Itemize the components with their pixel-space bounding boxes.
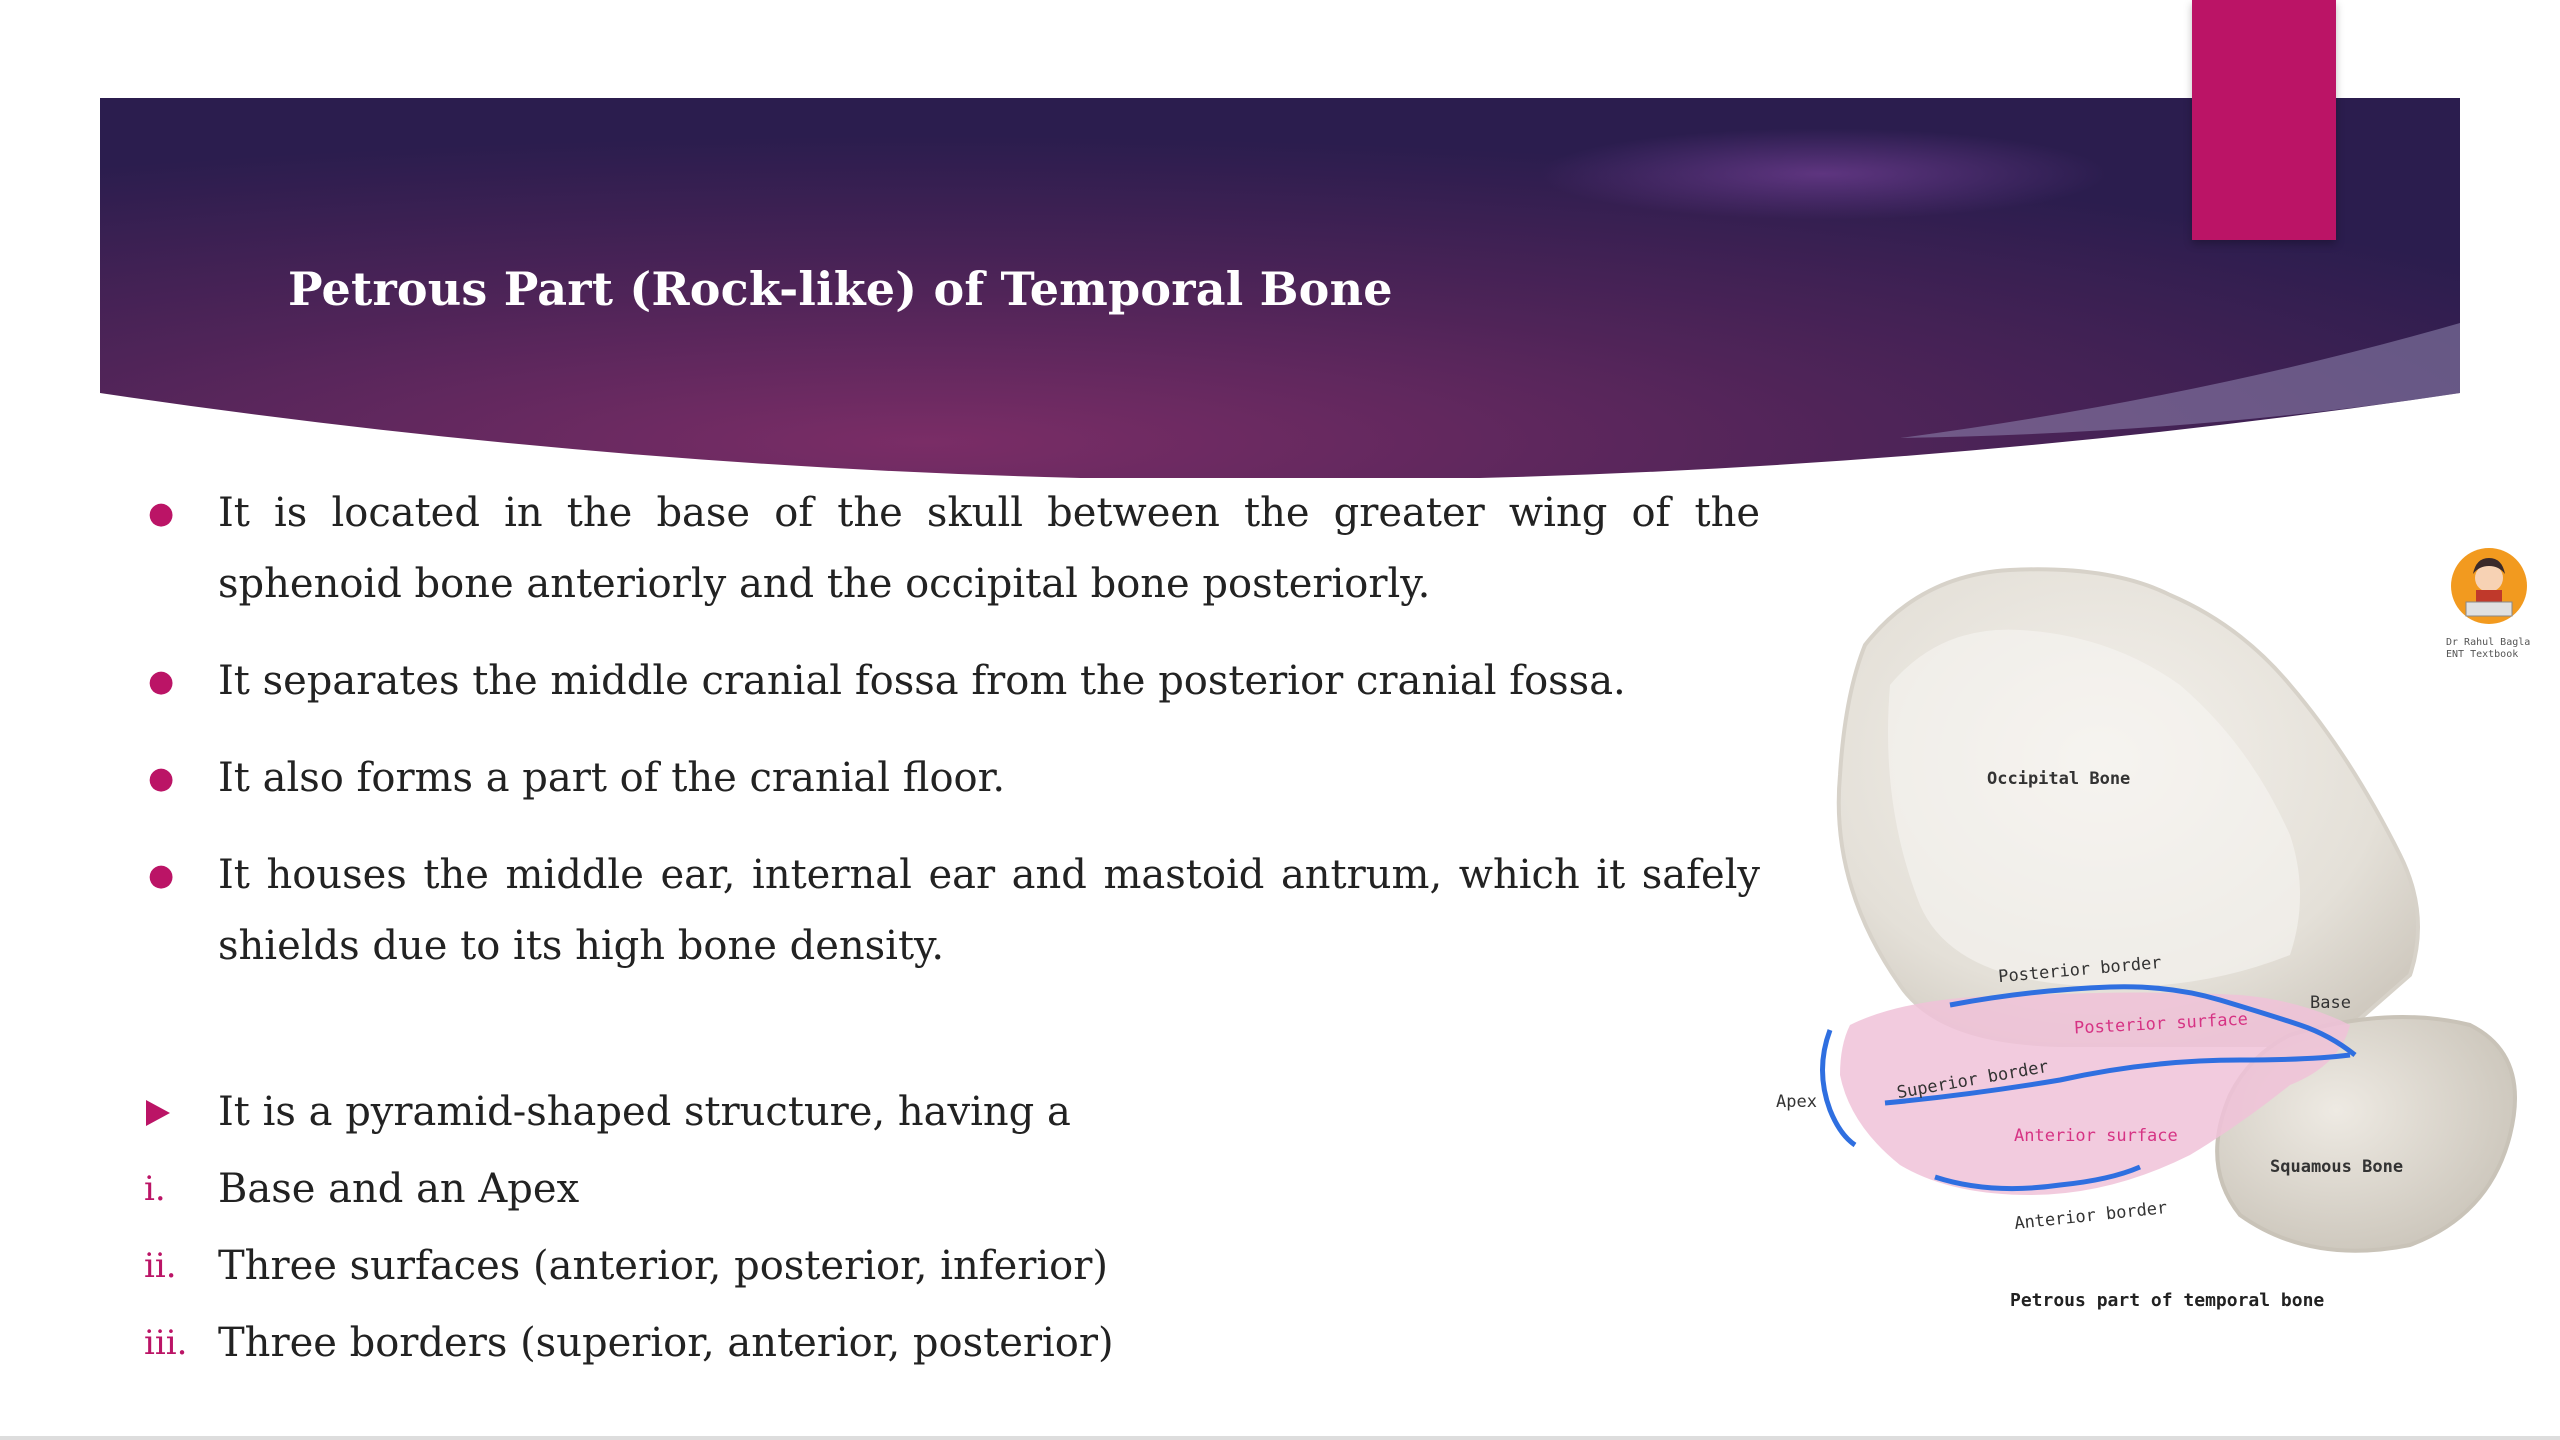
numbered-text: Base and an Apex [218,1166,580,1212]
doctor-logo-icon [2444,544,2534,634]
intro-item [140,1082,1760,1142]
label-posterior-surface: Posterior surface [2073,1009,2249,1039]
list-marker: iii. [144,1323,188,1363]
arrow-bullet-icon [146,1100,170,1126]
bullet-text: It also forms a part of the cranial floor. [218,755,1006,801]
label-anterior-border: Anterior border [2013,1198,2169,1234]
bullet-item [140,478,1760,620]
bullet-item [140,743,1760,814]
numbered-text: Three surfaces (anterior, posterior, inferior) [218,1243,1108,1289]
slide-title: Petrous Part (Rock-like) of Temporal Bone [288,262,1393,316]
numbered-item [140,1313,1760,1373]
numbered-item [140,1159,1760,1219]
list-marker: ii. [144,1246,177,1286]
label-posterior-border: Posterior border [1997,952,2163,988]
bullet-item [140,840,1760,982]
numbered-text: Three borders (superior, anterior, posterior) [218,1320,1114,1366]
figure-caption: Petrous part of temporal bone [2010,1290,2325,1311]
slide-content [140,478,1760,1390]
label-apex: Apex [1776,1092,1817,1112]
label-base: Base [2310,993,2351,1013]
bullet-text: It is located in the base of the skull between the greater wing of the sphenoid bone anteriorly and the occipital bone posteriorly. [218,490,1760,607]
bullet-dot-icon: ● [148,858,175,893]
bullet-item [140,646,1760,717]
watermark-text: Dr Rahul Bagla ENT Textbook [2446,637,2531,660]
bullet-dot-icon: ● [148,664,175,699]
label-anterior-surface: Anterior surface [2014,1126,2178,1146]
numbered-item [140,1236,1760,1296]
intro-text: It is a pyramid-shaped structure, having a [218,1089,1071,1135]
accent-tab [2192,0,2336,240]
bullet-dot-icon: ● [148,761,175,796]
bullet-dot-icon: ● [148,496,175,531]
label-superior-border: Superior border [1895,1056,2051,1104]
bullet-text: It separates the middle cranial fossa from the posterior cranial fossa. [218,658,1626,704]
list-marker: i. [144,1169,166,1209]
bottom-divider [0,1436,2560,1440]
bullet-text: It houses the middle ear, internal ear and mastoid antrum, which it safely shields due to its high bone density. [218,852,1760,969]
label-squamous-bone: Squamous Bone [2270,1157,2404,1177]
label-occipital-bone: Occipital Bone [1987,769,2131,789]
